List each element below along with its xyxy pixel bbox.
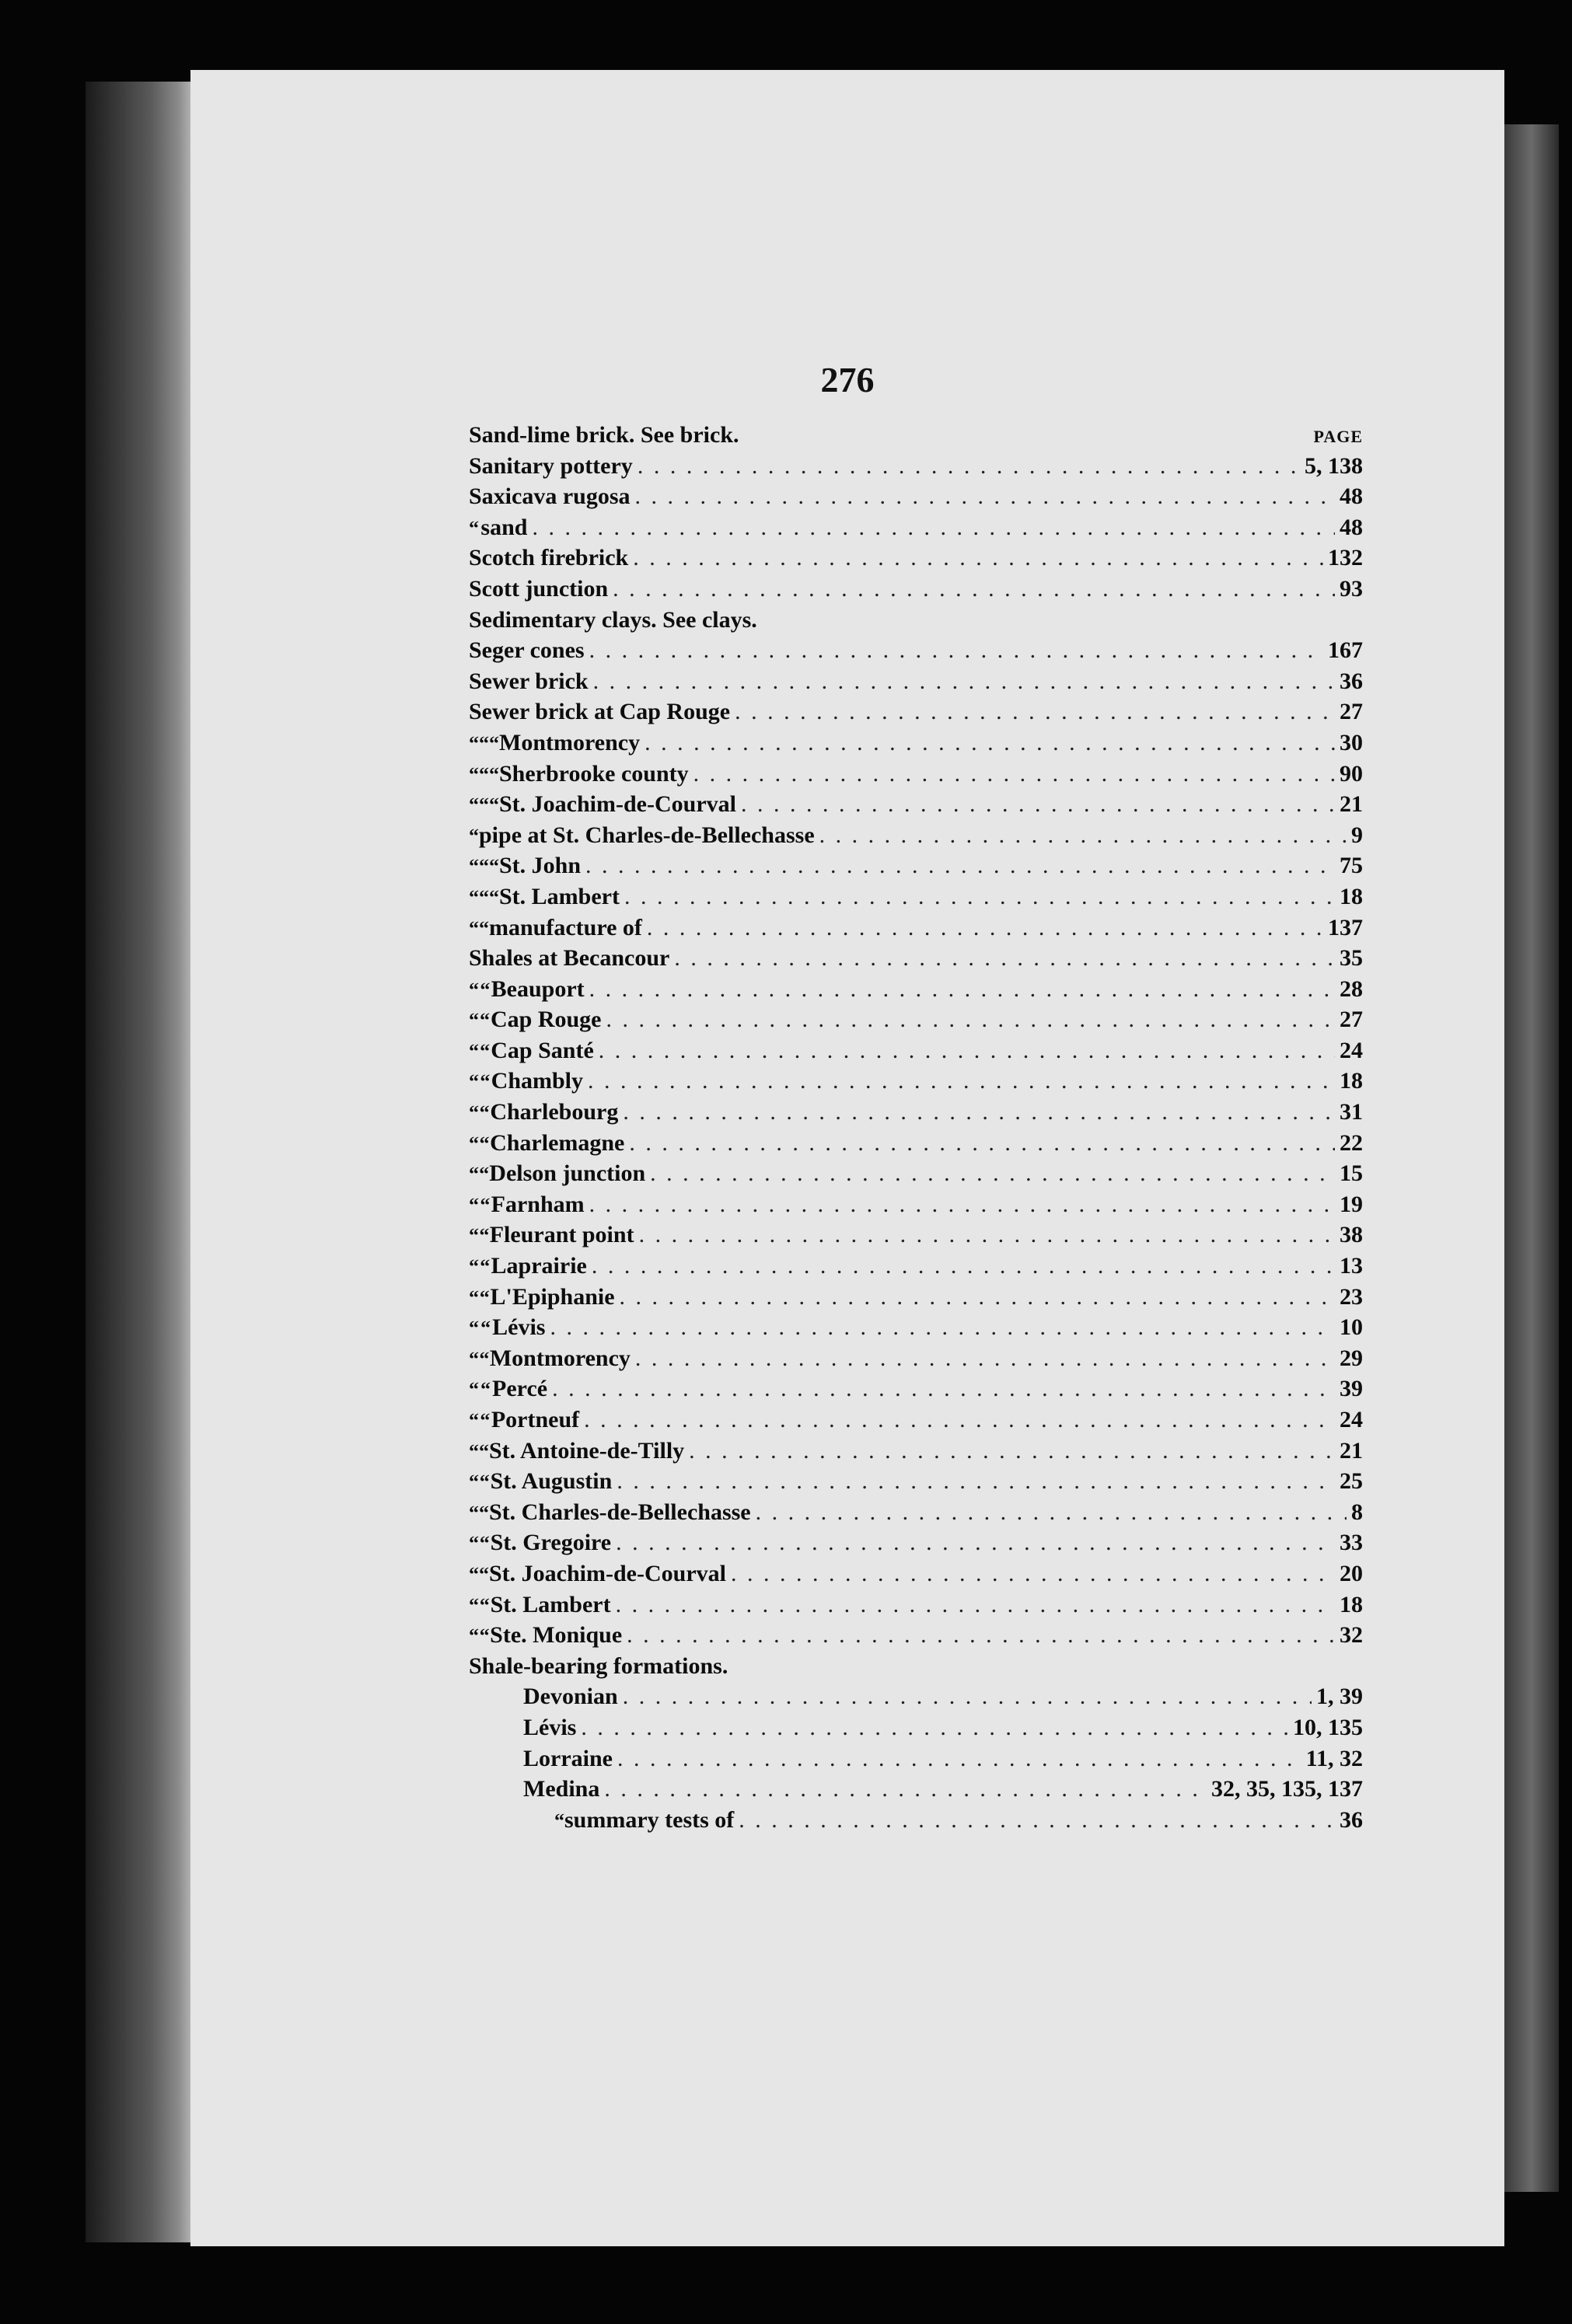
dot-leader [629, 1130, 1335, 1157]
ditto-mark: “ [469, 1378, 479, 1401]
ditto-mark: “ [479, 1224, 490, 1247]
index-entry-label: Scott junction [469, 575, 609, 602]
index-entry [469, 853, 1363, 884]
ditto-mark: “ [469, 916, 479, 940]
index-entry-label: St. Lambert [499, 883, 620, 909]
index-entry [469, 945, 1363, 976]
index-entry-label: Percé [492, 1376, 548, 1402]
index-entry [469, 422, 1363, 453]
ditto-mark: “ [469, 1439, 479, 1463]
ditto-mark: “ [469, 1101, 479, 1125]
ditto-mark: “ [479, 916, 489, 940]
ditto-mark: “ [489, 885, 499, 909]
ditto-mark: “ [469, 885, 479, 909]
index-entry-page: 1, 39 [1316, 1684, 1363, 1710]
index-entry-page: 137 [1328, 914, 1363, 940]
index-entry-label: Farnham [491, 1191, 585, 1217]
index-entry-label: Saxicava rugosa [469, 483, 631, 510]
ditto-mark: “ [469, 1039, 479, 1063]
ditto-mark: “ [489, 762, 499, 786]
dot-leader [693, 761, 1335, 787]
dot-leader [635, 1345, 1335, 1372]
dot-leader [645, 730, 1335, 756]
index-entry-label: Charlemagne [490, 1129, 625, 1156]
ditto-mark: “ [479, 1439, 489, 1463]
index-entry [469, 1684, 1363, 1715]
dot-leader [599, 1038, 1335, 1064]
index-entry-label: Beauport [491, 975, 585, 1002]
dot-leader [633, 545, 1323, 571]
index-entry-page: 18 [1340, 1591, 1363, 1617]
ditto-mark: “ [479, 1163, 490, 1186]
index-entry-label: St. Joachim-de-Courval [489, 1560, 726, 1586]
index-entry-page: 27 [1340, 699, 1363, 725]
index-entry [469, 1407, 1363, 1438]
ditto-mark: “ [469, 794, 479, 817]
dot-leader [584, 1407, 1335, 1433]
dot-leader [620, 1284, 1335, 1310]
index-entry-label: Sanitary pottery [469, 452, 633, 479]
ditto-mark: “ [480, 1070, 491, 1094]
index-entry-page: 10 [1340, 1314, 1364, 1341]
index-entry-label: St. John [499, 853, 582, 879]
ditto-mark: “ [479, 794, 489, 817]
index-entry-page: 32, 35, 135, 137 [1211, 1776, 1363, 1802]
dot-leader [689, 1438, 1335, 1464]
dot-leader [616, 1530, 1335, 1556]
index-entry [469, 1007, 1363, 1038]
page-edge-shadow [1504, 124, 1559, 2192]
index-entry-page: 32 [1339, 1622, 1363, 1649]
book-spine-shadow [86, 82, 194, 2242]
dot-leader [589, 1192, 1335, 1218]
index-entry-page: 13 [1340, 1253, 1364, 1279]
ditto-mark: “ [479, 1562, 489, 1586]
dot-leader [819, 822, 1347, 849]
dot-leader [589, 637, 1323, 664]
dot-leader [638, 453, 1300, 480]
ditto-mark: “ [469, 1471, 479, 1494]
index-entry-label: Cap Rouge [490, 1007, 602, 1033]
ditto-mark: “ [469, 762, 479, 786]
index-entry [469, 1468, 1363, 1499]
ditto-mark: “ [479, 731, 489, 755]
index-entry [469, 699, 1363, 730]
dot-leader [735, 699, 1335, 725]
index-entry-label: Seger cones [469, 637, 585, 664]
index-entry-page: 36 [1340, 1806, 1363, 1833]
index-entry [469, 1222, 1363, 1253]
index-entry-label: Portneuf [491, 1407, 580, 1432]
index-entry-label: Lévis [492, 1314, 546, 1341]
index-entry [469, 1438, 1363, 1469]
index-entry [469, 1622, 1363, 1653]
index-entry-label: Lévis [523, 1714, 577, 1740]
dot-leader [593, 668, 1335, 695]
index-entry [469, 483, 1363, 515]
ditto-mark: “ [469, 1070, 479, 1094]
index-entry-page: 8 [1351, 1499, 1363, 1525]
index-entry-label: Shales at Becancour [469, 945, 670, 972]
dot-leader [623, 1684, 1312, 1710]
index-entry-label: pipe at St. Charles-de-Bellechasse [479, 822, 815, 848]
dot-leader [606, 1007, 1335, 1033]
ditto-mark: “ [479, 1532, 490, 1555]
index-entry [469, 822, 1363, 853]
index-entry-label: St. Joachim-de-Courval [499, 791, 736, 818]
ditto-mark: “ [469, 1286, 479, 1309]
dot-leader [592, 1253, 1335, 1279]
index-entry [469, 1530, 1363, 1561]
index-entry-label: Sewer brick [469, 668, 589, 694]
ditto-mark: “ [469, 1347, 479, 1370]
index-entry [469, 761, 1363, 792]
dot-leader [627, 1622, 1335, 1649]
index-entry-page: 35 [1340, 945, 1363, 972]
dot-leader [623, 1099, 1335, 1125]
index-entry [469, 915, 1363, 946]
index-entry-page: 38 [1340, 1222, 1364, 1248]
ditto-mark: “ [479, 855, 489, 878]
index-entry-label: sand [480, 514, 528, 540]
index-entry-page: 24 [1340, 1407, 1363, 1432]
index-entry-label: Ste. Monique [490, 1622, 623, 1649]
index-entry-label: Montmorency [489, 1345, 631, 1371]
dot-leader [581, 1715, 1288, 1741]
dot-leader [647, 915, 1323, 941]
dot-leader [613, 576, 1335, 602]
ditto-mark: “ [479, 1593, 490, 1617]
index-entry [469, 1038, 1363, 1069]
ditto-mark: “ [469, 1317, 479, 1340]
index-entry [469, 791, 1363, 822]
index-entry-label: St. Antoine-de-Tilly [489, 1437, 685, 1464]
index-entry [469, 1776, 1363, 1807]
index-entry-page: 132 [1328, 545, 1363, 571]
ditto-mark: “ [469, 1532, 479, 1555]
index-entry [469, 976, 1363, 1007]
ditto-mark: “ [469, 978, 479, 1001]
ditto-mark: “ [469, 824, 479, 847]
ditto-mark: “ [480, 1193, 491, 1216]
ditto-mark: “ [479, 1347, 490, 1370]
index-entry-page: 21 [1340, 791, 1363, 818]
dot-leader [589, 976, 1335, 1003]
index-entry-label: Fleurant point [489, 1222, 634, 1248]
dot-leader [731, 1561, 1335, 1587]
ditto-mark: “ [469, 1593, 479, 1617]
index-entry-page: 21 [1340, 1437, 1363, 1464]
dot-leader [588, 1068, 1335, 1094]
ditto-mark: “ [479, 1009, 490, 1032]
ditto-mark: “ [469, 1255, 479, 1279]
ditto-mark: “ [480, 1039, 491, 1063]
index-entry [469, 1715, 1363, 1746]
index-entry [469, 1592, 1363, 1623]
index-entry-label: Charlebourg [490, 1099, 619, 1125]
dot-leader [532, 515, 1335, 541]
ditto-mark: “ [469, 731, 479, 755]
index-entry-label: Delson junction [489, 1160, 646, 1187]
index-entry-page: 93 [1340, 575, 1363, 602]
index-entry [469, 607, 1363, 638]
index-entry [469, 453, 1363, 484]
ditto-mark: “ [479, 762, 489, 786]
index-entry-page: 36 [1340, 668, 1363, 694]
ditto-mark: “ [480, 1409, 491, 1432]
ditto-mark: “ [479, 885, 489, 909]
dot-leader [585, 853, 1335, 879]
index-entry-page: 11, 32 [1305, 1745, 1363, 1771]
ditto-mark: “ [479, 1101, 490, 1125]
index-entry-label: Cap Santé [491, 1037, 594, 1063]
index-entry-page: 33 [1340, 1530, 1364, 1556]
ditto-mark: “ [479, 1471, 490, 1494]
index-entry [469, 637, 1363, 668]
ditto-mark: “ [489, 794, 499, 817]
index-entry-label: summary tests of [564, 1806, 735, 1833]
dot-leader [739, 1807, 1335, 1834]
index-entry [469, 1345, 1363, 1377]
ditto-mark: “ [489, 855, 499, 878]
ditto-mark: “ [479, 1501, 489, 1524]
ditto-mark: “ [480, 1255, 491, 1279]
index-entry [469, 1099, 1363, 1130]
index-list [469, 422, 1363, 1837]
index-entry-page: 5, 138 [1305, 452, 1363, 479]
index-entry-label: Medina [523, 1776, 600, 1802]
ditto-mark: “ [480, 1317, 491, 1340]
index-entry-label: St. Augustin [490, 1468, 613, 1495]
index-entry-label: Sherbrooke county [499, 760, 689, 787]
index-entry [469, 576, 1363, 607]
ditto-mark: “ [469, 1624, 479, 1648]
ditto-mark: “ [469, 1562, 479, 1586]
index-entry-page: 29 [1340, 1345, 1363, 1371]
index-entry-label: Shale-bearing formations. [469, 1652, 728, 1679]
dot-leader [617, 1468, 1335, 1495]
index-entry [469, 1499, 1363, 1530]
index-entry [469, 515, 1363, 546]
index-entry-page: 9 [1351, 822, 1363, 848]
index-entry-page: 19 [1340, 1191, 1364, 1217]
index-entry-page: 18 [1340, 1068, 1363, 1094]
index-entry-page: 25 [1340, 1468, 1364, 1495]
index-entry [469, 1376, 1363, 1407]
page-number: 276 [820, 360, 875, 400]
ditto-mark: “ [469, 1409, 479, 1432]
dot-leader [674, 945, 1335, 972]
dot-leader [650, 1160, 1335, 1187]
dot-leader [617, 1746, 1301, 1772]
ditto-mark: “ [554, 1809, 564, 1832]
index-entry-label: St. Gregoire [490, 1530, 612, 1556]
index-entry-label: Sedimentary clays. See clays. [469, 606, 757, 633]
index-entry [469, 1653, 1363, 1684]
index-entry-page: 90 [1340, 760, 1363, 787]
index-entry-label: Sand-lime brick. See brick. [469, 422, 739, 448]
ditto-mark: “ [479, 1286, 490, 1309]
index-entry [469, 668, 1363, 700]
index-entry [469, 1561, 1363, 1592]
index-entry-label: Sewer brick at Cap Rouge [469, 699, 731, 725]
ditto-mark: “ [469, 1501, 479, 1524]
index-entry-page: 18 [1340, 883, 1363, 909]
index-entry [469, 1192, 1363, 1223]
index-entry-label: Montmorency [499, 729, 641, 755]
index-entry-label: Scotch firebrick [469, 545, 629, 571]
index-entry-page: 24 [1340, 1037, 1363, 1063]
index-entry-page: 27 [1340, 1007, 1363, 1033]
ditto-mark: “ [469, 1132, 479, 1155]
dot-leader [741, 791, 1335, 818]
index-entry-page: 39 [1340, 1376, 1363, 1402]
index-entry-page: 22 [1340, 1129, 1363, 1156]
index-entry-page: 75 [1340, 853, 1363, 879]
ditto-mark: “ [469, 1224, 479, 1247]
dot-leader [552, 1376, 1335, 1402]
index-entry-page: 30 [1340, 729, 1363, 755]
index-entry [469, 1807, 1363, 1838]
index-entry-page: 31 [1340, 1099, 1363, 1125]
ditto-mark: “ [469, 1009, 479, 1032]
index-entry-page: 28 [1340, 975, 1364, 1002]
index-entry [469, 1746, 1363, 1777]
index-entry [469, 730, 1363, 761]
index-entry-label: manufacture of [489, 914, 642, 940]
dot-leader [604, 1776, 1207, 1802]
index-entry-label: Devonian [523, 1684, 618, 1710]
index-entry-page: 23 [1340, 1283, 1364, 1310]
index-entry [469, 1284, 1363, 1315]
index-entry-page: 167 [1328, 637, 1363, 664]
index-entry-label: St. Lambert [490, 1591, 611, 1617]
page-column-heading: PAGE [1313, 427, 1363, 446]
index-entry [469, 545, 1363, 576]
index-entry-page: 20 [1340, 1560, 1363, 1586]
dot-leader [756, 1499, 1347, 1526]
ditto-mark: “ [469, 1163, 479, 1186]
index-entry-label: Lorraine [523, 1745, 613, 1771]
index-entry [469, 884, 1363, 915]
dot-leader [639, 1222, 1335, 1248]
index-entry [469, 1314, 1363, 1345]
index-entry [469, 1160, 1363, 1192]
index-entry [469, 1253, 1363, 1284]
index-entry [469, 1130, 1363, 1161]
dot-leader [635, 483, 1335, 510]
index-entry-label: St. Charles-de-Bellechasse [489, 1499, 751, 1525]
ditto-mark: “ [469, 855, 479, 878]
index-entry-label: Chambly [491, 1068, 584, 1094]
ditto-mark: “ [469, 1193, 479, 1216]
dot-leader [616, 1592, 1335, 1618]
index-entry-label: Laprairie [491, 1253, 587, 1279]
ditto-mark: “ [479, 1132, 490, 1155]
index-entry-page: 48 [1340, 483, 1363, 510]
index-entry-page: 10, 135 [1293, 1714, 1363, 1740]
ditto-mark: “ [469, 516, 479, 539]
ditto-mark: “ [479, 1624, 490, 1648]
index-entry-page: 15 [1340, 1160, 1364, 1187]
ditto-mark: “ [480, 1378, 491, 1401]
index-entry-label: L'Epiphanie [490, 1283, 615, 1310]
dot-leader [550, 1314, 1335, 1341]
ditto-mark: “ [480, 978, 491, 1001]
dot-leader [624, 884, 1335, 910]
ditto-mark: “ [489, 731, 499, 755]
index-entry-page: 48 [1340, 514, 1363, 540]
index-entry [469, 1068, 1363, 1099]
